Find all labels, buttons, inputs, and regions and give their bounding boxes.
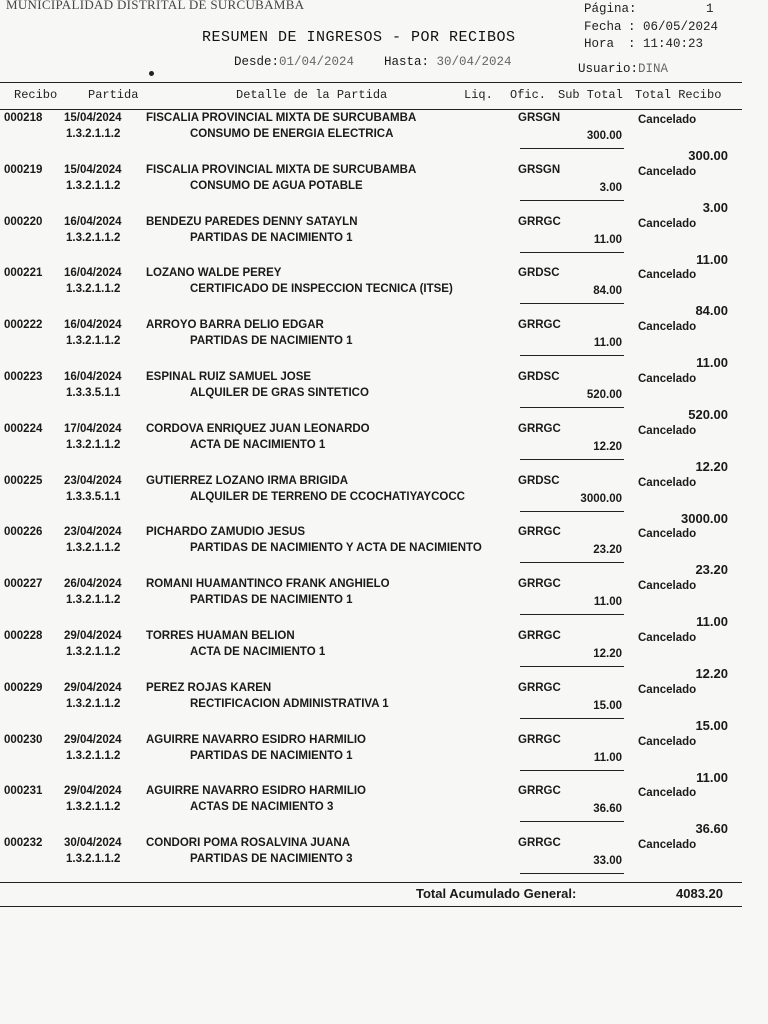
receipt-date: 15/04/2024 [64,112,122,124]
date-range-to [384,55,512,69]
date-label: Fecha [584,20,622,34]
receipt-number: 000224 [4,422,43,435]
to-value: 30/04/2024 [436,55,512,69]
subtotal-amount: 11.00 [593,596,622,609]
receipt-number: 000218 [4,112,43,124]
receipt-number: 000222 [4,319,43,332]
concept-detail: PARTIDAS DE NACIMIENTO 1 [190,594,353,607]
subtotal-amount: 12.20 [593,440,622,453]
subtotal-amount: 11.00 [593,233,622,246]
status-text: Cancelado [638,528,697,541]
col-ofic: Ofic. [510,88,547,102]
receipt-date: 16/04/2024 [64,319,122,332]
report-title: RESUMEN DE INGRESOS - POR RECIBOS [202,29,516,46]
office-code: GRRGC [518,319,561,332]
user-label: Usuario: [578,62,639,76]
receipt-total: 11.00 [696,355,728,371]
col-subtotal: Sub Total [558,88,623,102]
receipt-number: 000226 [4,526,43,539]
concept-detail: CONSUMO DE ENERGIA ELECTRICA [190,128,394,140]
concept-detail: ALQUILER DE GRAS SINTETICO [190,387,369,399]
receipt-total: 12.20 [695,666,728,681]
payer-name: AGUIRRE NAVARRO ESIDRO HARMILIO [146,785,366,798]
user-value: DINA [638,62,669,76]
receipt-row [0,216,768,268]
receipt-row [0,578,768,630]
status-text: Cancelado [638,683,697,696]
partida-code: 1.3.2.1.1.2 [66,646,121,658]
subtotal-amount: 84.00 [593,285,622,298]
subtotal-amount: 300.00 [586,130,622,142]
subtotal-amount: 15.00 [593,699,622,712]
subtotal-amount: 11.00 [593,337,622,350]
partida-code: 1.3.2.1.1.2 [66,801,121,814]
payer-name: ARROYO BARRA DELIO EDGAR [146,319,324,332]
payer-name: BENDEZU PAREDES DENNY SATAYLN [146,215,358,228]
receipt-row [0,682,768,734]
col-liq: Liq. [464,88,493,102]
subtotal-amount: 3000.00 [580,492,622,505]
header-top-rule [0,82,742,83]
payer-name: FISCALIA PROVINCIAL MIXTA DE SURCUBAMBA [146,112,417,124]
payer-name: GUTIERREZ LOZANO IRMA BRIGIDA [146,474,349,487]
col-total-recibo: Total Recibo [635,88,722,102]
payer-name: ROMANI HUAMANTINCO FRANK ANGHIELO [146,578,390,591]
payer-name: PEREZ ROJAS KAREN [146,681,272,694]
subtotal-rule [520,614,624,615]
receipt-total: 3.00 [702,199,728,215]
concept-detail: PARTIDAS DE NACIMIENTO Y ACTA DE NACIMIENTO [190,542,482,555]
from-label: Desde: [234,55,280,69]
subtotal-rule [520,355,624,356]
receipt-row [0,423,768,475]
receipt-row [0,371,768,423]
status-text: Cancelado [638,321,697,334]
col-recibo: Recibo [14,88,58,102]
subtotal-rule [520,666,624,667]
receipt-date: 16/04/2024 [64,215,122,228]
receipt-number: 000220 [4,215,43,228]
receipt-number: 000228 [4,630,43,642]
subtotal-rule [520,459,624,460]
concept-detail: PARTIDAS DE NACIMIENTO 1 [190,335,353,348]
subtotal-rule [520,821,624,822]
receipt-total: 11.00 [696,769,728,785]
office-code: GRDSC [518,267,560,280]
status-text: Cancelado [638,424,697,437]
receipt-number: 000227 [4,578,43,591]
subtotal-amount: 36.60 [593,803,622,816]
receipt-number: 000225 [4,474,43,487]
receipt-date: 16/04/2024 [64,371,122,383]
office-code: GRDSC [518,371,560,383]
receipt-row [0,526,768,578]
receipt-date: 26/04/2024 [64,578,122,591]
user-info [578,62,668,76]
payer-name: CONDORI POMA ROSALVINA JUANA [146,837,351,850]
receipt-date: 30/04/2024 [64,837,122,850]
concept-detail: CERTIFICADO DE INSPECCION TECNICA (ITSE) [190,283,453,296]
partida-code: 1.3.2.1.1.2 [66,853,121,866]
office-code: GRDSC [518,474,560,487]
receipt-number: 000229 [4,681,43,694]
subtotal-rule [520,407,624,408]
col-partida: Partida [88,88,139,102]
status-text: Cancelado [638,114,697,126]
receipt-date: 23/04/2024 [64,474,122,487]
receipt-date: 29/04/2024 [64,630,122,642]
partida-code: 1.3.3.5.1.1 [66,387,121,399]
receipt-date: 29/04/2024 [64,733,122,746]
subtotal-rule [520,511,624,512]
municipality-name: MUNICIPALIDAD DISTRITAL DE SURCUBAMBA [6,0,305,12]
from-value: 01/04/2024 [279,55,355,69]
office-code: GRRGC [518,681,561,694]
partida-code: 1.3.2.1.1.2 [66,438,121,451]
receipt-total: 300.00 [688,148,728,163]
concept-detail: ACTA DE NACIMIENTO 1 [190,646,326,658]
subtotal-rule [520,252,624,253]
office-code: GRRGC [518,785,561,798]
partida-code: 1.3.2.1.1.2 [66,231,121,244]
partida-code: 1.3.2.1.1.2 [66,542,121,555]
footer-top-rule [0,882,742,883]
status-text: Cancelado [638,165,697,178]
subtotal-amount: 12.20 [593,648,622,660]
subtotal-rule [520,303,624,304]
grand-total-label: Total Acumulado General: [416,886,577,901]
partida-code: 1.3.2.1.1.2 [66,283,121,296]
subtotal-amount: 11.00 [593,751,622,764]
header-bottom-rule [0,109,742,110]
payer-name: LOZANO WALDE PEREY [146,267,282,280]
receipt-number: 000230 [4,733,43,746]
concept-detail: RECTIFICACION ADMINISTRATIVA 1 [190,697,389,710]
col-detalle: Detalle de la Partida [236,88,388,102]
ink-dot [149,71,154,76]
partida-code: 1.3.2.1.1.2 [66,697,121,710]
payer-name: PICHARDO ZAMUDIO JESUS [146,526,306,539]
receipt-date: 23/04/2024 [64,526,122,539]
partida-code: 1.3.2.1.1.2 [66,179,121,192]
receipt-row [0,112,768,164]
payer-name: AGUIRRE NAVARRO ESIDRO HARMILIO [146,733,366,746]
partida-code: 1.3.3.5.1.1 [66,490,121,503]
status-text: Cancelado [638,839,697,852]
receipt-row [0,475,768,527]
office-code: GRRGC [518,422,561,435]
status-text: Cancelado [638,580,697,593]
office-code: GRSGN [518,163,561,176]
concept-detail: ALQUILER DE TERRENO DE CCOCHATIYAYCOCC [190,490,465,503]
subtotal-amount: 33.00 [593,855,622,868]
date-range-from [234,55,354,69]
status-text: Cancelado [638,632,697,644]
receipt-total: 11.00 [696,614,728,630]
concept-detail: ACTAS DE NACIMIENTO 3 [190,801,334,814]
payer-name: ESPINAL RUIZ SAMUEL JOSE [146,371,312,383]
receipt-number: 000219 [4,163,43,176]
status-text: Cancelado [638,476,697,489]
subtotal-amount: 520.00 [586,389,622,401]
footer-bottom-rule [0,906,742,907]
receipt-total: 3000.00 [681,510,728,526]
subtotal-rule [520,770,624,771]
office-code: GRRGC [518,578,561,591]
receipt-total: 36.60 [695,821,728,837]
page-label: Página: [584,2,637,16]
status-text: Cancelado [638,269,697,282]
receipt-number: 000221 [4,267,43,280]
payer-name: TORRES HUAMAN BELION [146,630,295,642]
receipt-row [0,164,768,216]
receipt-total: 15.00 [695,717,728,733]
concept-detail: PARTIDAS DE NACIMIENTO 3 [190,853,353,866]
partida-code: 1.3.2.1.1.2 [66,335,121,348]
date-value: : 06/05/2024 [628,20,719,34]
status-text: Cancelado [638,735,697,748]
concept-detail: PARTIDAS DE NACIMIENTO 1 [190,749,353,762]
subtotal-amount: 23.20 [593,544,622,557]
receipt-total: 84.00 [695,303,728,319]
receipt-row [0,734,768,786]
subtotal-rule [520,148,624,149]
office-code: GRRGC [518,630,561,642]
payer-name: CORDOVA ENRIQUEZ JUAN LEONARDO [146,422,370,435]
office-code: GRRGC [518,215,561,228]
receipt-row [0,319,768,371]
receipt-total: 12.20 [695,458,728,474]
partida-code: 1.3.2.1.1.2 [66,594,121,607]
receipt-row [0,630,768,682]
office-code: GRRGC [518,526,561,539]
office-code: GRSGN [518,112,561,124]
receipt-date: 16/04/2024 [64,267,122,280]
office-code: GRRGC [518,837,561,850]
subtotal-rule [520,718,624,719]
to-label: Hasta: [384,55,430,69]
receipt-number: 000223 [4,371,43,383]
subtotal-rule [520,562,624,563]
receipt-number: 000231 [4,785,43,798]
subtotal-rule [520,873,624,874]
status-text: Cancelado [638,787,697,800]
status-text: Cancelado [638,373,697,385]
receipt-date: 29/04/2024 [64,681,122,694]
subtotal-amount: 3.00 [599,181,622,194]
concept-detail: PARTIDAS DE NACIMIENTO 1 [190,231,353,244]
partida-code: 1.3.2.1.1.2 [66,749,121,762]
payer-name: FISCALIA PROVINCIAL MIXTA DE SURCUBAMBA [146,163,417,176]
receipt-total: 11.00 [696,251,728,267]
time-value: : 11:40:23 [628,37,704,51]
office-code: GRRGC [518,733,561,746]
receipt-date: 15/04/2024 [64,163,122,176]
subtotal-rule [520,200,624,201]
page-number: 1 [706,2,714,16]
receipt-number: 000232 [4,837,43,850]
status-text: Cancelado [638,217,697,230]
concept-detail: ACTA DE NACIMIENTO 1 [190,438,326,451]
receipt-row [0,785,768,837]
partida-code: 1.3.2.1.1.2 [66,128,121,140]
concept-detail: CONSUMO DE AGUA POTABLE [190,179,363,192]
receipt-total: 23.20 [695,562,728,578]
time-label: Hora [584,37,615,51]
receipt-date: 29/04/2024 [64,785,122,798]
receipt-row [0,267,768,319]
receipt-date: 17/04/2024 [64,422,122,435]
receipt-total: 520.00 [688,407,728,422]
grand-total-value: 4083.20 [676,886,723,901]
